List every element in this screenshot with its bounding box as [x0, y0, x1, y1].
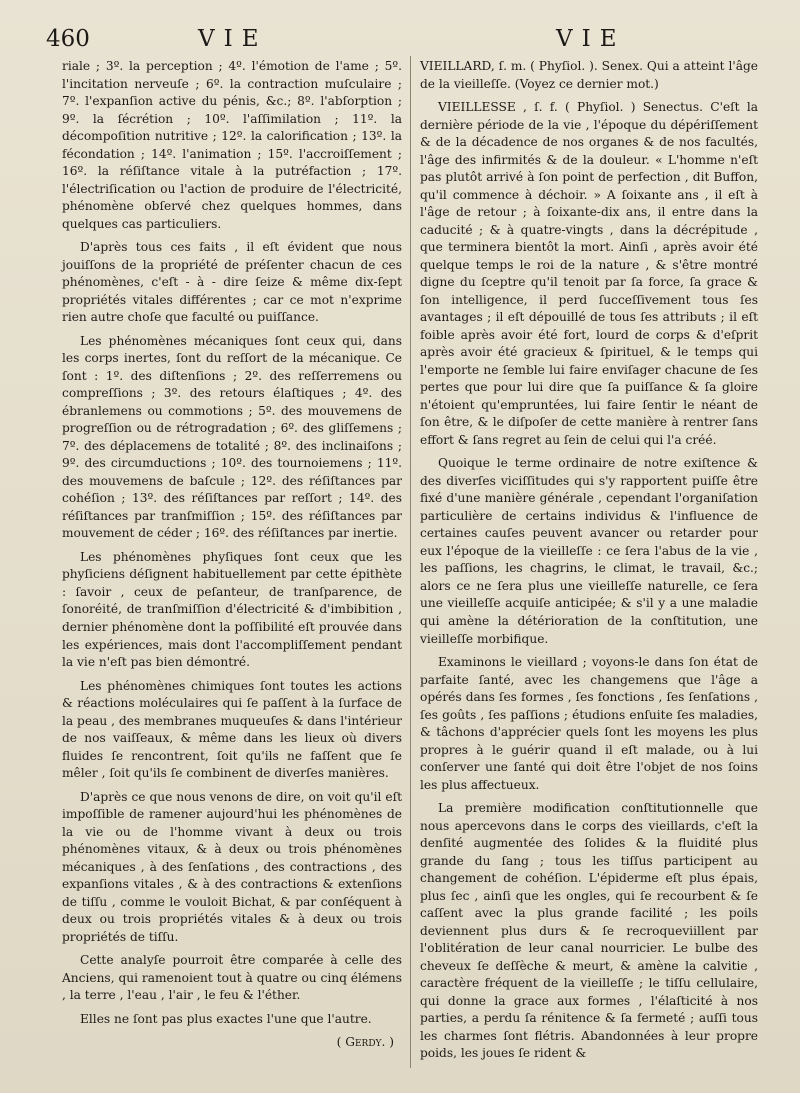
entry-vieillesse-p1: VIEILLESSE , ſ. f. ( Phyſiol. ) Senectus. C'eſt la dernière période de la vie , l'époque du dépériſſement & de la décadence de nos organes & de nos facultés, l'âge des infirmités & de la douleur. « L'homme n'eſt pas plutôt arrivé à ſon point de perfection , dit Buffon, qu'il commence à déchoir. » A ſoixante ans , il eſt à l'âge de retour ; à ſoixante-dix ans, il entre dans la caducité ; & à quatre-vingts , dans la décrépitude , que terminera bientôt la mort. Ainſi , après avoir été quelque temps le roi de la nature , & s'être montré digne du ſceptre qu'il tenoit par ſa force, ſa grace & ſon intelligence, il perd ſucceſſivement tous ſes avantages ; il eſt dépouillé de tous ſes attributs ; il eſt foible après avoir été fort, lourd de corps & d'eſprit après avoir été gracieux & ſpirituel, & le temps qui l'emporte ne ſemble lui faire enviſager chacune de ſes pertes que pour lui dire que ſa puiſſance & ſa gloire n'étoient qu'empruntées, lui faire ſentir le néant de ſon être, & le diſpoſer de cette manière à rentrer ſans effort & ſans regret au ſein de celui qui l'a créé.: [420, 100, 758, 447]
page-number: 460: [46, 26, 90, 52]
left-paragraph-8: Elles ne ſont pas plus exactes l'une que l'autre.: [80, 1011, 372, 1026]
left-paragraph-2: D'après tous ces faits , il eſt évident que nous jouiſſons de la propriété de préſenter chacun de ces phénomènes, c'eſt - à - dire ſeize & même dix-ſept propriétés vitales différentes ; car ce mot n'exprime rien autre choſe que faculté ou puiſſance.: [62, 240, 402, 325]
left-paragraph-7: Cette analyſe pourroit être comparée à celle des Anciens, qui ramenoient tout à quatre ou cinq élémens , la terre , l'eau , l'air , le feu & l'éther.: [62, 953, 402, 1003]
column-divider: [410, 56, 411, 1068]
left-paragraph-1: riale ; 3º. la perception ; 4º. l'émotion de l'ame ; 5º. l'incitation nerveuſe ; 6º. la contraction muſculaire ; 7º. l'expanſion active du pénis, &c.; 8º. l'abſorption ; 9º. la ſécrétion ; 10º. l'aſſimilation ; 11º. la décompoſition nutritive ; 12º. la calorification ; 13º. la fécondation ; 14º. l'animation ; 15º. l'accroiſſement ; 16º. la réſiſtance vitale à la putréfaction ; 17º. l'électriſication ou l'action de produire de l'électricité, phénomène obſervé chez quelques hommes, dans quelques cas particuliers.: [62, 59, 402, 231]
entry-vieillesse-p4: La première modification conſtitutionnelle que nous apercevons dans le corps des vieillards, c'eſt la denſité augmentée des ſolides & la fluidité plus grande du ſang ; tous les tiſſus participent au changement de cohéſion. L'épiderme eſt plus épais, plus ſec , ainſi que les ongles, qui ſe recourbent & ſe caſſent avec la plus grande facilité ; les poils deviennent plus durs & ſe recroqueviillent par l'oblitération de leur canal nourricier. Le bulbe des cheveux ſe deſſèche & meurt, & amène la calvitie , caractère fréquent de la vieilleſſe ; le tiſſu cellulaire, qui donne la grace aux formes , l'élaſticité à nos parties, a perdu ſa rénitence & ſa fermeté ; auſſi tous les charmes ſont flétris. Abandonnées à leur propre poids, les joues ſe rident &: [420, 801, 758, 1061]
entry-vieillesse-p2: Quoique le terme ordinaire de notre exiſtence & des diverſes viciſſitudes qui s'y rapportent puiſſe être fixé d'une manière générale , cependant l'organiſation particulière de certains individus & l'influence de certaines cauſes peuvent avancer ou retarder pour eux l'époque de la vieilleſſe : ce ſera l'abus de la vie , les paſſions, les chagrins, le climat, le travail, &c.; alors ce ne ſera plus une vieilleſſe naturelle, ce ſera une vieilleſſe acquiſe anticipée; & s'il y a une maladie qui amène la détérioration de la conſtitution, une vieilleſſe morbifique.: [420, 456, 758, 646]
left-column: [62, 58, 402, 1058]
running-head-left: VIE: [198, 26, 268, 52]
right-column: [420, 58, 758, 1069]
running-head-right: VIE: [556, 26, 626, 52]
left-paragraph-4: Les phénomènes phyſiques ſont ceux que les phyſiciens déſignent habituellement par cette épithète : ſavoir , ceux de peſanteur, de tranſparence, de ſonoréité, de tranſmiſſion d'électricité & d'imbibition , dernier phénomène dont la poſſibilité eſt prouvée dans les expériences, mais dont l'accompliſſement pendant la vie n'eſt pas bien démontré.: [62, 549, 402, 670]
left-paragraph-3: Les phénomènes mécaniques ſont ceux qui, dans les corps inertes, ſont du reſſort de la mécanique. Ce ſont : 1º. des diſtenſions ; 2º. des reſſerremens ou compreſſions ; 3º. des retours élaſtiques ; 4º. des ébranlemens ou commotions ; 5º. des mouvemens de progreſſion ou de rétrogradation ; 6º. des gliſſemens ; 7º. des déplacemens de totalité ; 8º. des inclinaiſons ; 9º. des circumductions ; 10º. des tournoiemens ; 11º. des mouvemens de baſcule ; 12º. des réſiſtances par cohéſion ; 13º. des réſiſtances par reſſort ; 14º. des réſiſtances par tranſmiſſion ; 15º. des réſiſtances par mouvement de céder ; 16º. des réſiſtances par inertie.: [62, 333, 402, 541]
page-header: [0, 26, 800, 54]
entry-vieillard: VIEILLARD, ſ. m. ( Phyſiol. ). Senex. Qui a atteint l'âge de la vieilleſſe. (Voyez ce dernier mot.): [420, 59, 758, 91]
left-paragraph-6: D'après ce que nous venons de dire, on voit qu'il eſt impoſſible de ramener aujourd'hui les phénomènes de la vie ou de l'homme vivant à deux ou trois phénomènes vitaux, & à deux ou trois phénomènes mécaniques , à des ſenſations , des contractions , des expanſions vitales , & à des contractions & extenſions de tiſſu , comme le vouloit Bichat, & par conſéquent à deux ou trois propriétés vitales & à deux ou trois propriétés de tiſſu.: [62, 789, 402, 944]
left-paragraph-5: Les phénomènes chimiques ſont toutes les actions & réactions moléculaires qui ſe paſſent à la ſurface de la peau , des membranes muqueuſes & dans l'intérieur de nos vaiſſeaux, & même dans les lieux où divers fluides ſe rencontrent, ſoit qu'ils ne faſſent que ſe mêler , ſoit qu'ils ſe combinent de diverſes manières.: [62, 678, 402, 781]
author-signature: ( Gerdy. ): [336, 1035, 394, 1050]
entry-vieillesse-p3: Examinons le vieillard ; voyons-le dans ſon état de parfaite ſanté, avec les changemens que l'âge a opérés dans ſes formes , ſes fonctions , ſes ſenſations , ſes goûts , ſes paſſions ; étudions enſuite ſes maladies, & tâchons d'apprécier quels ſont les moyens les plus propres à le guérir quand il eſt malade, ou à lui conſerver une ſanté qui doit être l'objet de nos ſoins les plus affectueux.: [420, 655, 758, 792]
